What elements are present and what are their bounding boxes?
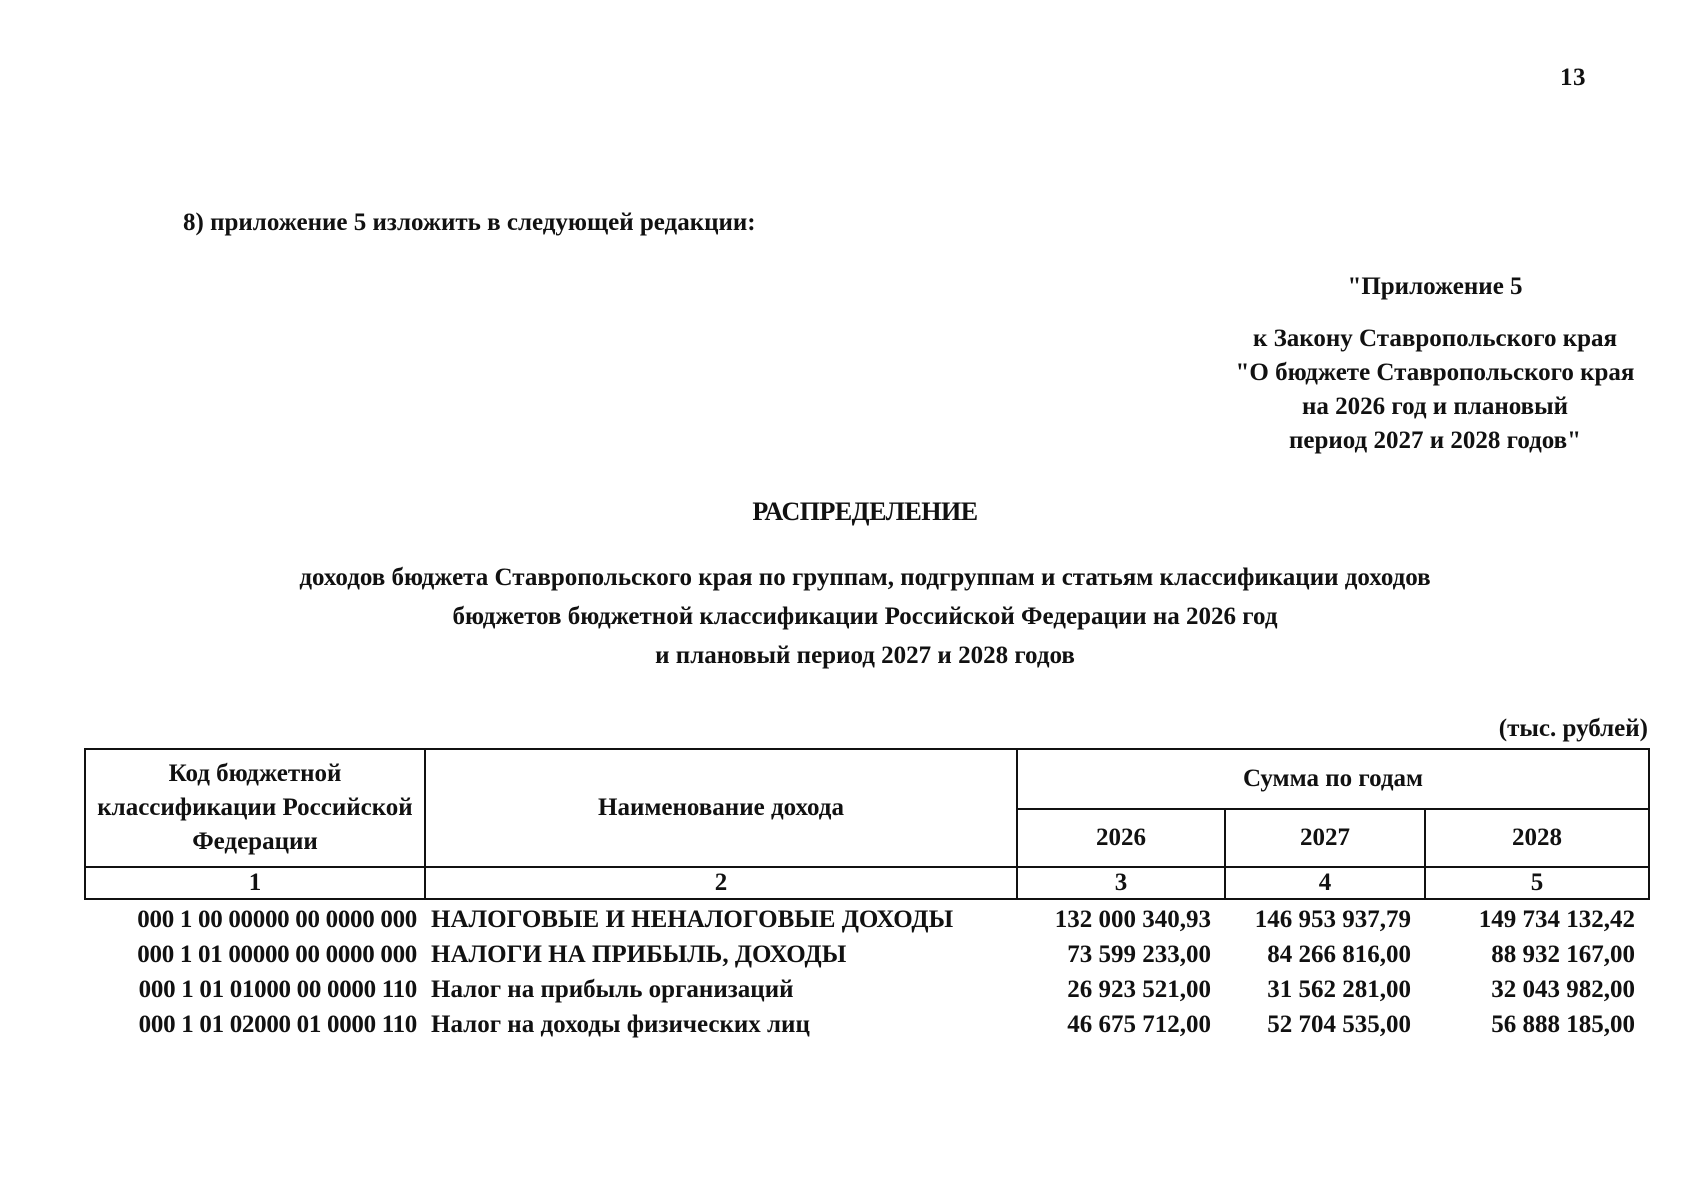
header-year-2027: 2027 [1225,809,1425,867]
row-name: НАЛОГИ НА ПРИБЫЛЬ, ДОХОДЫ [431,941,847,968]
header-year-2028: 2028 [1425,809,1649,867]
page-number: 13 [1560,64,1586,91]
appendix-line: к Закону Ставропольского края [1252,325,1618,352]
row-amount-2028: 56 888 185,00 [1491,1011,1635,1038]
budget-revenue-table [84,748,1650,1042]
document-subtitle [0,558,1696,675]
row-amount-2027: 84 266 816,00 [1267,941,1411,968]
row-amount-2026: 46 675 712,00 [1067,1011,1211,1038]
row-amount-2026: 132 000 340,93 [1054,906,1211,933]
document-title: РАСПРЕДЕЛЕНИЕ [752,497,978,526]
row-amount-2026: 26 923 521,00 [1067,976,1211,1003]
appendix-line: "О бюджете Ставропольского края [1235,359,1635,386]
row-amount-2027: 31 562 281,00 [1267,976,1411,1003]
row-name: Налог на прибыль организаций [431,976,794,1003]
row-code: 000 1 01 00000 00 0000 000 [137,941,417,968]
column-number: 3 [1017,867,1225,899]
header-sum-by-years: Сумма по годам [1017,749,1649,809]
subtitle-line: бюджетов бюджетной классификации Российской Федерации на 2026 год [452,603,1278,630]
subtitle-line: доходов бюджета Ставропольского края по группам, подгруппам и статьям классификации доходов [299,564,1431,591]
column-number: 4 [1225,867,1425,899]
row-amount-2028: 149 734 132,42 [1478,906,1635,933]
subtitle-line: и плановый период 2027 и 2028 годов [655,642,1075,669]
header-code: Код бюджетной классификации Российской Федерации [85,749,425,867]
amendment-instruction: 8) приложение 5 изложить в следующей редакции: [183,209,756,236]
column-number: 5 [1425,867,1649,899]
row-name: НАЛОГОВЫЕ И НЕНАЛОГОВЫЕ ДОХОДЫ [431,906,954,933]
appendix-line: на 2026 год и плановый [1301,393,1569,420]
row-name: Налог на доходы физических лиц [431,1011,810,1038]
units-label: (тыс. рублей) [1498,715,1648,742]
appendix-line: период 2027 и 2028 годов" [1288,427,1582,454]
row-code: 000 1 00 00000 00 0000 000 [137,906,417,933]
header-year-2026: 2026 [1017,809,1225,867]
row-amount-2027: 146 953 937,79 [1254,906,1411,933]
table-row [85,899,1649,937]
appendix-title: "Приложение 5 [1347,273,1523,300]
header-name: Наименование дохода [425,749,1017,867]
table-row [85,972,1649,1007]
row-amount-2026: 73 599 233,00 [1067,941,1211,968]
row-amount-2028: 32 043 982,00 [1491,976,1635,1003]
column-number: 1 [85,867,425,899]
row-amount-2027: 52 704 535,00 [1267,1011,1411,1038]
row-code: 000 1 01 02000 01 0000 110 [138,1011,417,1038]
table-row [85,1007,1649,1042]
column-number: 2 [425,867,1017,899]
appendix-reference [1215,322,1655,458]
row-amount-2028: 88 932 167,00 [1491,941,1635,968]
table-row [85,937,1649,972]
row-code: 000 1 01 01000 00 0000 110 [138,976,417,1003]
